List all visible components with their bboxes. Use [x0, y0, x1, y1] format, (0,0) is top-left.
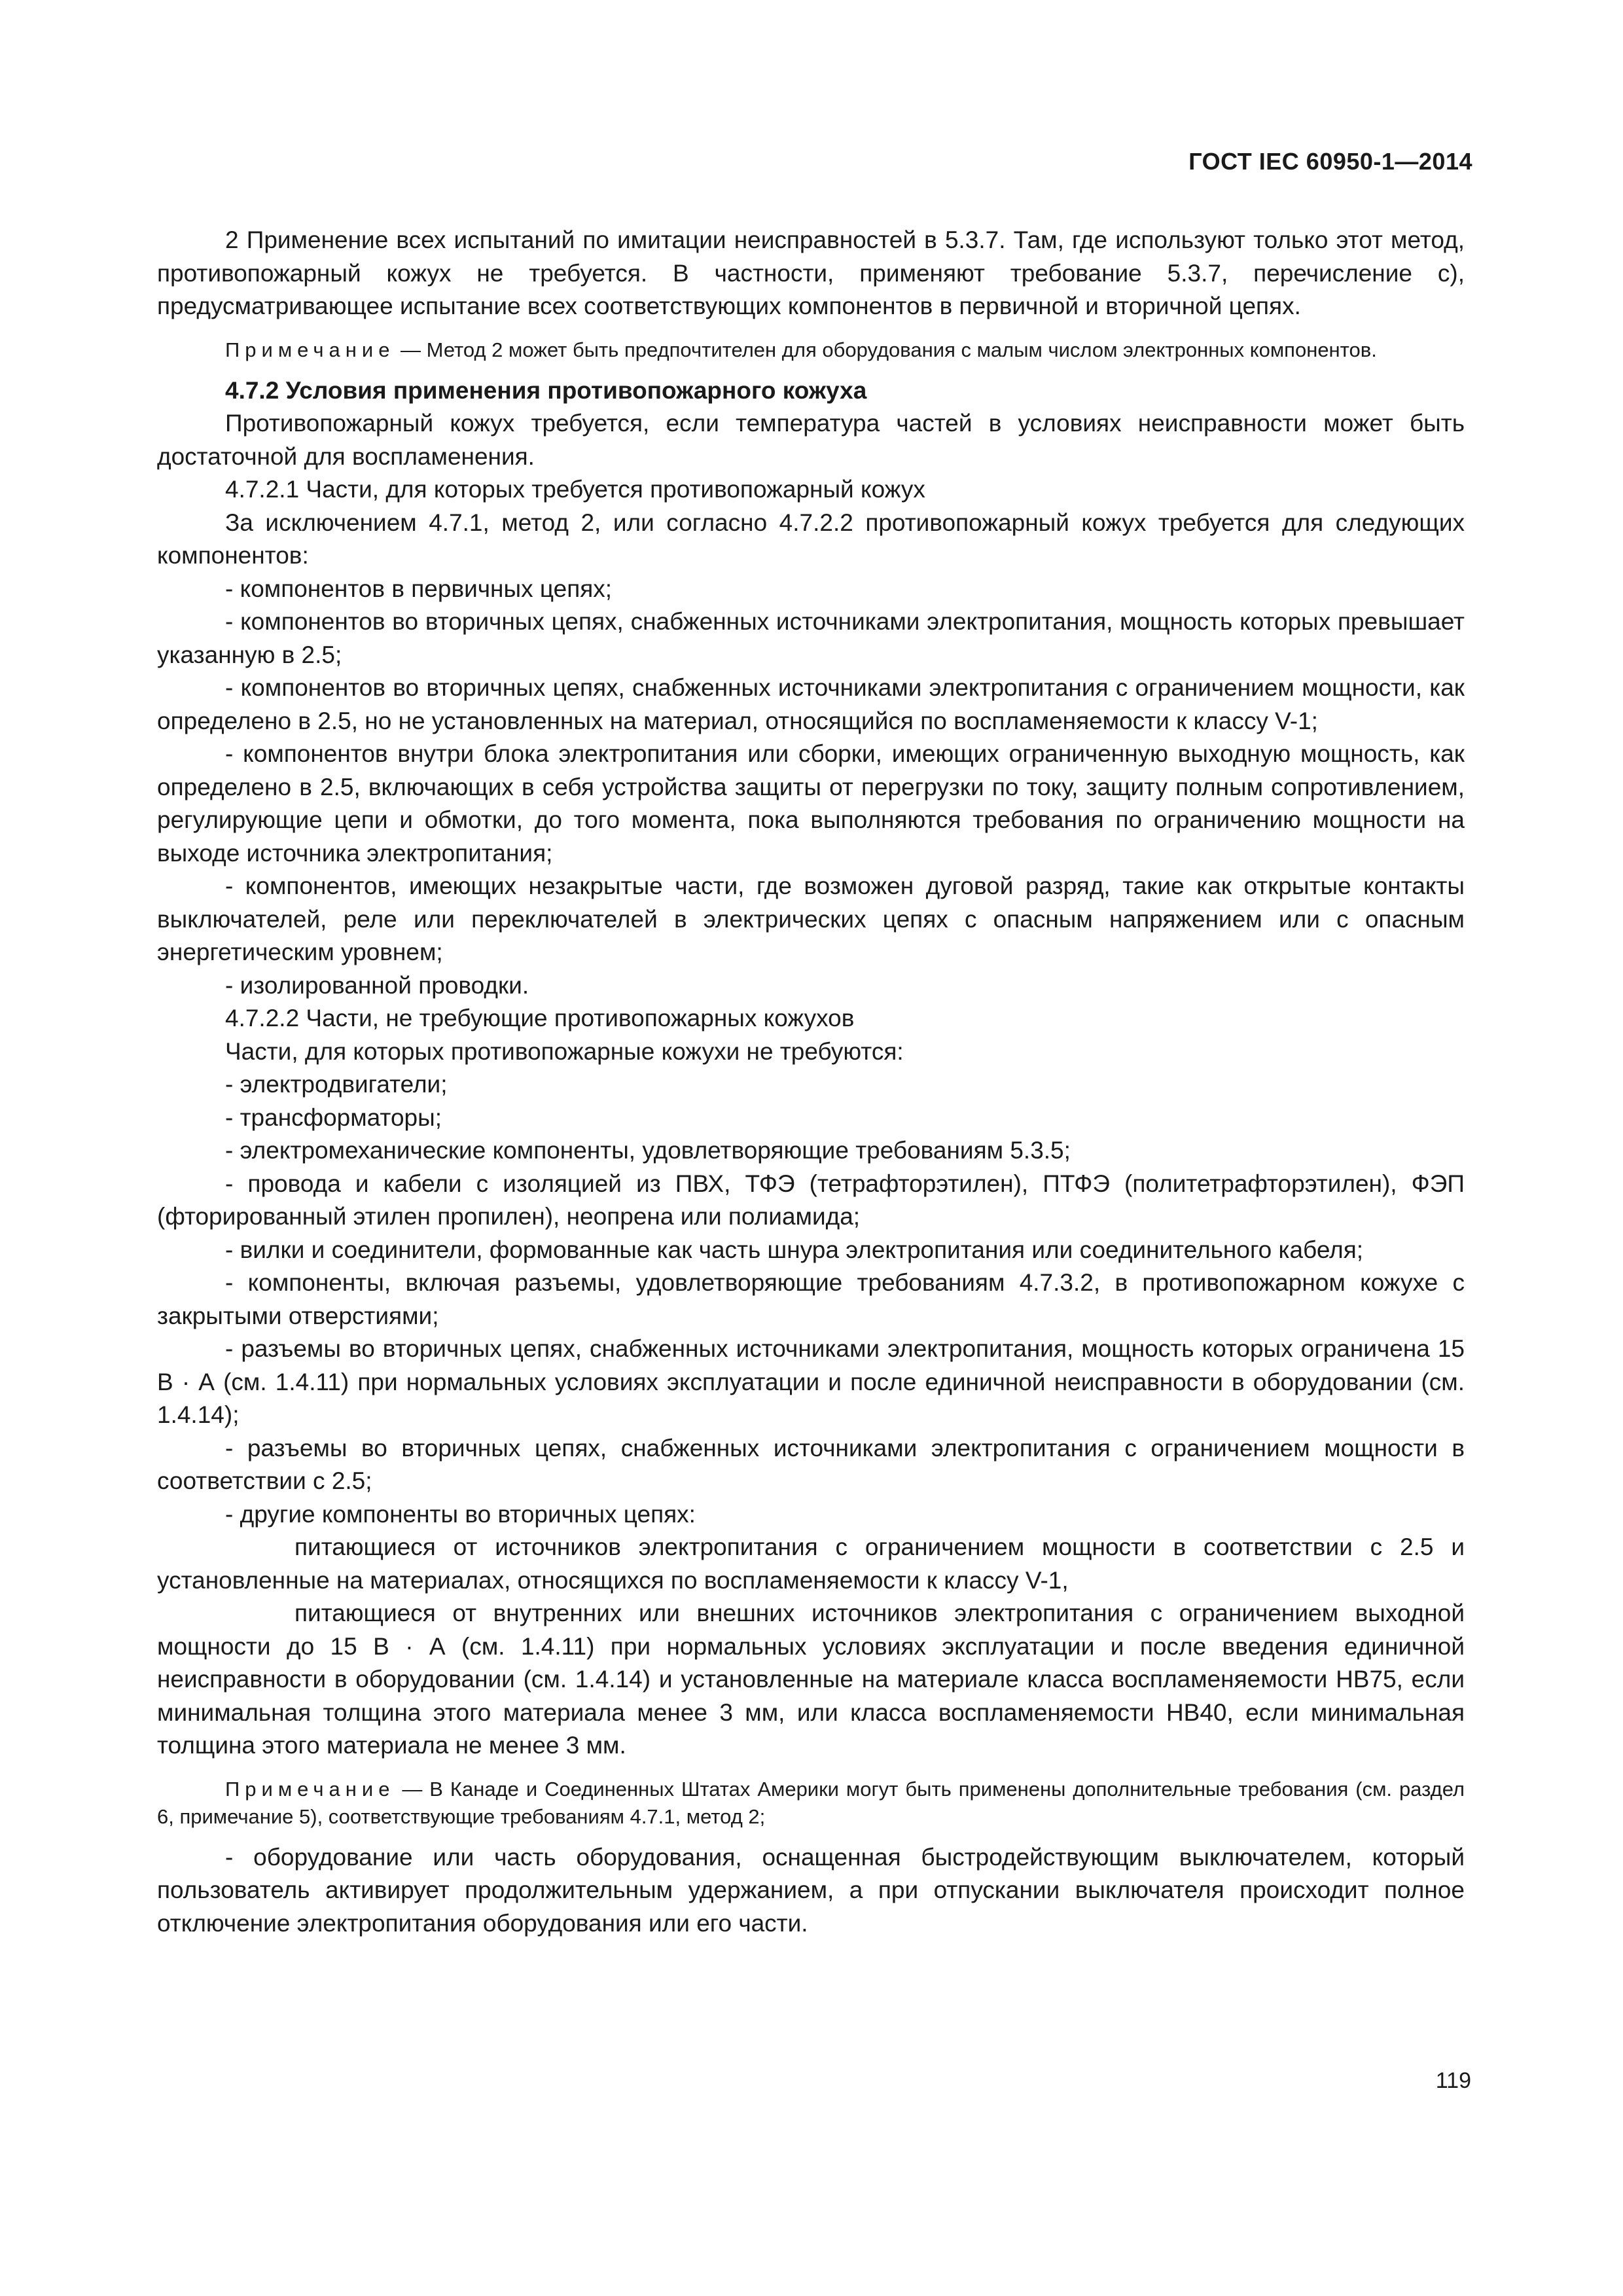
- standard-designation: ГОСТ IEC 60950-1—2014: [1188, 148, 1472, 175]
- body-text: [157, 224, 1465, 1940]
- note-text: — В Канаде и Соединенных Штатах Америки могут быть применены дополнительные требования (см. раздел 6, примечание 5), соответствующие требованиям 4.7.1, метод 2;: [157, 1777, 1465, 1828]
- body-paragraph: - другие компоненты во вторичных цепях:: [225, 1500, 696, 1528]
- sub-list-paragraph: питающиеся от внутренних или внешних источников электропитания с ограничением выходной мощности до 15 В · А (см. 1.4.11) при нормальных условиях эксплуатации и после введения единичной неисправности в оборудовании (см. 1.4.14) и установленные на материале класса воспламеняемости НВ75, если минимальная толщина этого материала менее 3 мм, или класса воспламеняемости НВ40, если минимальная толщина этого материала не менее 3 мм.: [157, 1600, 1465, 1759]
- body-paragraph: - компонентов во вторичных цепях, снабженных источниками электропитания, мощность которых превышает указанную в 2.5;: [157, 608, 1465, 668]
- section-heading: 4.7.2 Условия применения противопожарного кожуха: [225, 376, 867, 404]
- body-paragraph: - оборудование или часть оборудования, оснащенная быстродействующим выключателем, который пользователь активирует продолжительным удержанием, а при отпускании выключателя происходит полное отключение электропитания оборудования или его части.: [157, 1843, 1465, 1937]
- body-paragraph: - компонентов во вторичных цепях, снабженных источниками электропитания с ограничением мощности, как определено в 2.5, но не установленных на материал, относящийся по воспламеняемости к классу V-1;: [157, 674, 1465, 734]
- body-paragraph: - компонентов внутри блока электропитания или сборки, имеющих ограниченную выходную мощность, как определено в 2.5, включающих в себя устройства защиты от перегрузки по току, защиту полным сопротивлением, регулирующие цепи и обмотки, до того момента, пока выполняются требования по ограничению мощности на выходе источника электропитания;: [157, 740, 1465, 867]
- body-paragraph: - провода и кабели с изоляцией из ПВХ, ТФЭ (тетрафторэтилен), ПТФЭ (политетрафторэтилен), ФЭП (фторированный этилен пропилен), неопрена или полиамида;: [157, 1170, 1465, 1230]
- body-paragraph: - электромеханические компоненты, удовлетворяющие требованиям 5.3.5;: [225, 1137, 1071, 1164]
- note-paragraph: [157, 336, 1465, 364]
- body-paragraph: За исключением 4.7.1, метод 2, или согласно 4.7.2.2 противопожарный кожух требуется для следующих компонентов:: [157, 509, 1465, 569]
- body-paragraph: - компоненты, включая разъемы, удовлетворяющие требованиям 4.7.3.2, в противопожарном кожухе с закрытыми отверстиями;: [157, 1269, 1465, 1329]
- note-label: Примечание: [225, 338, 395, 361]
- sub-list-paragraph: питающиеся от источников электропитания с ограничением мощности в соответствии с 2.5 и установленные на материалах, относящихся по воспламеняемости к классу V-1,: [157, 1534, 1465, 1594]
- body-paragraph: - изолированной проводки.: [225, 971, 529, 999]
- page-number: 119: [1435, 2068, 1471, 2093]
- note-paragraph: [157, 1776, 1465, 1831]
- body-paragraph: - компонентов в первичных цепях;: [225, 575, 613, 602]
- note-text: — Метод 2 может быть предпочтителен для оборудования с малым числом электронных компонентов.: [395, 338, 1377, 361]
- body-paragraph: - разъемы во вторичных цепях, снабженных источниками электропитания, мощность которых ограничена 15 В · А (см. 1.4.11) при нормальных условиях эксплуатации и после единичной неисправности в оборудовании (см. 1.4.14);: [157, 1335, 1465, 1428]
- body-paragraph: - электродвигатели;: [225, 1071, 448, 1098]
- body-paragraph: Части, для которых противопожарные кожухи не требуются:: [225, 1037, 904, 1065]
- body-paragraph: 2 Применение всех испытаний по имитации неисправностей в 5.3.7. Там, где используют только этот метод, противопожарный кожух не требуется. В частности, применяют требование 5.3.7, перечисление с), предусматривающее испытание всех соответствующих компонентов в первичной и вторичной цепях.: [157, 226, 1465, 319]
- body-paragraph: - трансформаторы;: [225, 1103, 442, 1131]
- body-paragraph: - разъемы во вторичных цепях, снабженных источниками электропитания с ограничением мощности в соответствии с 2.5;: [157, 1434, 1465, 1494]
- body-paragraph: Противопожарный кожух требуется, если температура частей в условиях неисправности может быть достаточной для воспламенения.: [157, 410, 1465, 470]
- note-label: Примечание: [225, 1777, 395, 1801]
- body-paragraph: 4.7.2.2 Части, не требующие противопожарных кожухов: [225, 1005, 855, 1031]
- body-paragraph: - компонентов, имеющих незакрытые части, где возможен дуговой разряд, такие как открытые контакты выключателей, реле или переключателей в электрических цепях с опасным напряжением или с опасным энергетическим уровнем;: [157, 872, 1465, 965]
- body-paragraph: - вилки и соединители, формованные как часть шнура электропитания или соединительного кабеля;: [225, 1236, 1364, 1263]
- body-paragraph: 4.7.2.1 Части, для которых требуется противопожарный кожух: [225, 476, 925, 503]
